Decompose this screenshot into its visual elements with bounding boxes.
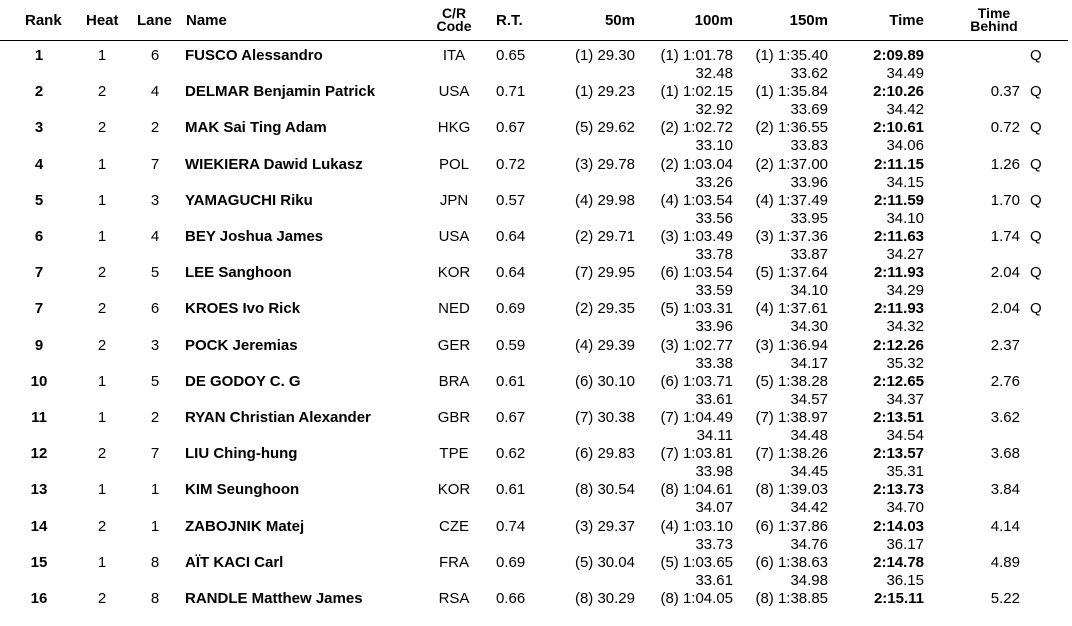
lap-150m: 33.69 — [790, 101, 828, 119]
lap-final: 35.31 — [886, 463, 924, 481]
reaction-time: 0.61 — [496, 481, 526, 499]
heat-cell: 2 — [97, 517, 107, 535]
lap-final: 35.32 — [886, 354, 924, 372]
split-100m: (2) 1:03.04 — [660, 155, 733, 173]
country-code: POL — [438, 155, 469, 173]
final-time: 2:11.59 — [873, 191, 924, 209]
time-behind: 5.22 — [990, 590, 1020, 607]
time-behind: 4.89 — [990, 553, 1020, 571]
lap-100m: 32.92 — [695, 101, 733, 119]
final-time: 2:10.61 — [873, 119, 924, 137]
time-behind: 0.37 — [990, 83, 1020, 101]
heat-cell: 2 — [97, 445, 107, 463]
swimmer-name: FUSCO Alessandro — [185, 47, 323, 64]
table-row — [0, 83, 1068, 119]
reaction-time: 0.61 — [496, 372, 526, 390]
heat-cell: 1 — [97, 481, 107, 499]
final-time: 2:11.15 — [873, 155, 924, 173]
split-50m: (5) 29.62 — [574, 119, 635, 137]
lane-cell: 2 — [150, 409, 160, 426]
reaction-time: 0.66 — [496, 590, 526, 607]
rank-cell: 4 — [34, 155, 44, 173]
final-time: 2:13.51 — [873, 409, 924, 426]
lap-final: 34.06 — [886, 137, 924, 155]
swimmer-name: BEY Joshua James — [185, 228, 324, 245]
split-50m: (5) 30.04 — [574, 553, 635, 571]
reaction-time: 0.64 — [496, 264, 526, 282]
final-time: 2:12.26 — [873, 336, 924, 354]
split-50m: (3) 29.37 — [574, 517, 635, 535]
lap-100m: 33.98 — [695, 463, 733, 481]
final-time: 2:15.11 — [873, 590, 924, 607]
lap-final: 34.54 — [886, 427, 924, 444]
rank-cell: 15 — [30, 553, 48, 571]
split-150m: (7) 1:38.97 — [755, 409, 828, 426]
split-150m: (2) 1:36.55 — [755, 119, 828, 137]
split-150m: (5) 1:37.64 — [755, 264, 828, 282]
lap-150m: 34.98 — [790, 571, 828, 589]
header-behind-top: Time — [977, 5, 1011, 21]
split-50m: (3) 29.78 — [574, 155, 635, 173]
time-behind: 1.70 — [990, 191, 1020, 209]
table-row — [0, 192, 1068, 228]
split-150m: (6) 1:37.86 — [755, 517, 828, 535]
heat-cell: 2 — [97, 300, 107, 318]
lap-100m: 33.26 — [695, 173, 733, 191]
qualifier-mark: Q — [1030, 155, 1042, 173]
lane-cell: 6 — [150, 300, 160, 318]
country-code: CZE — [439, 517, 469, 535]
country-code: USA — [438, 228, 470, 245]
reaction-time: 0.71 — [496, 83, 526, 101]
table-row — [0, 228, 1068, 264]
split-150m: (8) 1:38.85 — [755, 590, 828, 607]
reaction-time: 0.64 — [496, 228, 526, 245]
split-50m: (4) 29.98 — [574, 191, 635, 209]
reaction-time: 0.67 — [496, 119, 526, 137]
lane-cell: 5 — [150, 372, 160, 390]
final-time: 2:14.03 — [873, 517, 924, 535]
table-row — [0, 481, 1068, 517]
lap-150m: 34.17 — [790, 354, 828, 372]
header-lane: Lane — [137, 12, 173, 29]
time-behind: 3.62 — [990, 409, 1020, 426]
country-code: FRA — [439, 553, 469, 571]
table-row — [0, 337, 1068, 373]
swimmer-name: KIM Seunghoon — [185, 481, 300, 499]
lane-cell: 3 — [150, 191, 160, 209]
split-100m: (4) 1:03.10 — [660, 517, 733, 535]
heat-cell: 2 — [97, 590, 107, 607]
swimmer-name: AÏT KACI Carl — [185, 553, 284, 571]
reaction-time: 0.62 — [496, 445, 526, 463]
split-100m: (7) 1:03.81 — [660, 445, 733, 463]
country-code: JPN — [439, 191, 469, 209]
split-100m: (8) 1:04.05 — [660, 590, 733, 607]
lane-cell: 4 — [150, 228, 160, 245]
lap-150m: 34.76 — [790, 535, 828, 553]
header-rank: Rank — [25, 12, 62, 29]
split-50m: (6) 30.10 — [574, 372, 635, 390]
heat-cell: 1 — [97, 191, 107, 209]
final-time: 2:13.57 — [873, 445, 924, 463]
lane-cell: 2 — [150, 119, 160, 137]
final-time: 2:11.63 — [873, 228, 924, 245]
header-100m: 100m — [694, 12, 733, 29]
qualifier-mark: Q — [1030, 264, 1042, 282]
heat-cell: 1 — [97, 409, 107, 426]
time-behind: 2.04 — [990, 264, 1020, 282]
lap-100m: 33.61 — [695, 571, 733, 589]
final-time: 2:11.93 — [873, 300, 924, 318]
split-100m: (1) 1:02.15 — [660, 83, 733, 101]
lane-cell: 7 — [150, 445, 160, 463]
qualifier-mark: Q — [1030, 47, 1042, 64]
time-behind: 3.68 — [990, 445, 1020, 463]
split-50m: (1) 29.30 — [574, 47, 635, 64]
swimmer-name: RANDLE Matthew James — [185, 590, 363, 607]
swimmer-name: ZABOJNIK Matej — [185, 517, 305, 535]
lap-150m: 34.42 — [790, 499, 828, 517]
swimmer-name: MAK Sai Ting Adam — [185, 119, 327, 137]
rank-cell: 7 — [34, 264, 44, 282]
qualifier-mark: Q — [1030, 119, 1042, 137]
rank-cell: 14 — [30, 517, 48, 535]
split-100m: (3) 1:03.49 — [660, 228, 733, 245]
lap-100m: 33.73 — [695, 535, 733, 553]
split-100m: (6) 1:03.54 — [660, 264, 733, 282]
swimmer-name: KROES Ivo Rick — [185, 300, 301, 318]
split-100m: (6) 1:03.71 — [660, 372, 733, 390]
split-150m: (4) 1:37.49 — [755, 191, 828, 209]
qualifier-mark: Q — [1030, 83, 1042, 101]
rank-cell: 6 — [34, 228, 44, 245]
rank-cell: 12 — [30, 445, 48, 463]
qualifier-mark: Q — [1030, 300, 1042, 318]
rank-cell: 10 — [30, 372, 48, 390]
split-50m: (8) 30.29 — [574, 590, 635, 607]
reaction-time: 0.65 — [496, 47, 526, 64]
lap-100m: 33.38 — [695, 354, 733, 372]
time-behind: 4.14 — [990, 517, 1020, 535]
header-behind-bottom: Behind — [970, 18, 1018, 34]
header-time: Time — [889, 12, 924, 29]
split-150m: (6) 1:38.63 — [755, 553, 828, 571]
split-50m: (7) 29.95 — [574, 264, 635, 282]
reaction-time: 0.67 — [496, 409, 526, 426]
heat-cell: 1 — [97, 155, 107, 173]
header-rt: R.T. — [496, 12, 523, 29]
country-code: NED — [438, 300, 470, 318]
header-code-bottom: Code — [436, 18, 472, 34]
table-row — [0, 373, 1068, 409]
time-behind: 1.74 — [990, 228, 1020, 245]
reaction-time: 0.59 — [496, 336, 526, 354]
heat-cell: 2 — [97, 119, 107, 137]
lap-150m: 33.62 — [790, 65, 828, 82]
swimmer-name: WIEKIERA Dawid Lukasz — [185, 155, 363, 173]
lap-100m: 33.61 — [695, 390, 733, 408]
split-50m: (4) 29.39 — [574, 336, 635, 354]
split-150m: (4) 1:37.61 — [755, 300, 828, 318]
header-150m: 150m — [789, 12, 828, 29]
swimmer-name: DE GODOY C. G — [185, 372, 301, 390]
time-behind: 0.72 — [990, 119, 1020, 137]
lap-final: 34.27 — [886, 246, 924, 263]
split-100m: (1) 1:01.78 — [660, 47, 733, 64]
lane-cell: 8 — [150, 590, 160, 607]
country-code: HKG — [437, 119, 471, 137]
heat-cell: 2 — [97, 83, 107, 101]
split-150m: (8) 1:39.03 — [755, 481, 828, 499]
split-150m: (3) 1:37.36 — [755, 228, 828, 245]
lap-100m: 33.78 — [695, 246, 733, 263]
lap-100m: 33.56 — [695, 209, 733, 227]
heat-cell: 2 — [97, 336, 107, 354]
split-150m: (7) 1:38.26 — [755, 445, 828, 463]
split-100m: (7) 1:04.49 — [660, 409, 733, 426]
results-header — [0, 0, 1068, 41]
table-row — [0, 590, 1068, 626]
country-code: KOR — [437, 264, 471, 282]
qualifier-mark: Q — [1030, 191, 1042, 209]
table-row — [0, 409, 1068, 445]
reaction-time: 0.57 — [496, 191, 526, 209]
lane-cell: 6 — [150, 47, 160, 64]
reaction-time: 0.72 — [496, 155, 526, 173]
header-code — [426, 7, 482, 33]
split-100m: (3) 1:02.77 — [660, 336, 733, 354]
lap-final: 34.10 — [886, 209, 924, 227]
heat-cell: 1 — [97, 47, 107, 64]
header-heat: Heat — [86, 12, 119, 29]
heat-cell: 1 — [97, 372, 107, 390]
split-100m: (5) 1:03.31 — [660, 300, 733, 318]
rank-cell: 3 — [34, 119, 44, 137]
split-50m: (1) 29.23 — [574, 83, 635, 101]
swimmer-name: LEE Sanghoon — [185, 264, 292, 282]
lap-100m: 34.11 — [696, 427, 733, 444]
final-time: 2:09.89 — [873, 47, 924, 64]
final-time: 2:12.65 — [873, 372, 924, 390]
lap-150m: 34.48 — [790, 427, 828, 444]
lap-150m: 34.10 — [790, 282, 828, 300]
lap-150m: 33.96 — [790, 173, 828, 191]
lap-final: 34.15 — [886, 173, 924, 191]
time-behind: 2.37 — [990, 336, 1020, 354]
time-behind: 1.26 — [990, 155, 1020, 173]
rank-cell: 7 — [34, 300, 44, 318]
final-time: 2:13.73 — [873, 481, 924, 499]
lap-150m: 34.57 — [790, 390, 828, 408]
heat-cell: 2 — [97, 264, 107, 282]
time-behind: 2.04 — [990, 300, 1020, 318]
lap-100m: 33.10 — [695, 137, 733, 155]
rank-cell: 9 — [34, 336, 44, 354]
reaction-time: 0.69 — [496, 300, 526, 318]
heat-cell: 1 — [97, 553, 107, 571]
lap-100m: 32.48 — [695, 65, 733, 82]
table-row — [0, 300, 1068, 336]
lap-150m: 33.87 — [790, 246, 828, 263]
header-code-top: C/R — [441, 5, 467, 21]
split-100m: (5) 1:03.65 — [660, 553, 733, 571]
swimmer-name: LIU Ching-hung — [185, 445, 298, 463]
split-150m: (3) 1:36.94 — [755, 336, 828, 354]
rank-cell: 2 — [34, 83, 44, 101]
country-code: KOR — [437, 481, 471, 499]
rank-cell: 13 — [30, 481, 48, 499]
split-50m: (6) 29.83 — [574, 445, 635, 463]
split-50m: (2) 29.71 — [574, 228, 635, 245]
lane-cell: 4 — [150, 83, 160, 101]
lap-final: 34.42 — [886, 101, 924, 119]
time-behind: 2.76 — [990, 372, 1020, 390]
lane-cell: 5 — [150, 264, 160, 282]
time-behind: 3.84 — [990, 481, 1020, 499]
lap-100m: 33.59 — [695, 282, 733, 300]
header-50m: 50m — [604, 12, 635, 29]
lap-150m: 34.45 — [790, 463, 828, 481]
rank-cell: 1 — [34, 47, 44, 64]
lap-150m: 34.30 — [790, 318, 828, 336]
rank-cell: 16 — [30, 590, 48, 607]
table-row — [0, 264, 1068, 300]
lap-final: 34.37 — [886, 390, 924, 408]
country-code: ITA — [442, 47, 466, 64]
lap-150m: 33.83 — [790, 137, 828, 155]
split-150m: (1) 1:35.40 — [755, 47, 828, 64]
country-code: GER — [437, 336, 471, 354]
country-code: RSA — [438, 590, 470, 607]
reaction-time: 0.74 — [496, 517, 526, 535]
lap-final: 34.49 — [886, 65, 924, 82]
country-code: GBR — [437, 409, 471, 426]
split-150m: (2) 1:37.00 — [755, 155, 828, 173]
table-row — [0, 47, 1068, 83]
split-150m: (1) 1:35.84 — [755, 83, 828, 101]
split-150m: (5) 1:38.28 — [755, 372, 828, 390]
table-row — [0, 119, 1068, 155]
lap-100m: 34.07 — [695, 499, 733, 517]
lane-cell: 8 — [150, 553, 160, 571]
final-time: 2:10.26 — [873, 83, 924, 101]
heat-cell: 1 — [97, 228, 107, 245]
swimmer-name: POCK Jeremias — [185, 336, 298, 354]
table-row — [0, 156, 1068, 192]
split-50m: (8) 30.54 — [574, 481, 635, 499]
split-100m: (4) 1:03.54 — [660, 191, 733, 209]
lane-cell: 7 — [150, 155, 160, 173]
rank-cell: 11 — [31, 409, 47, 426]
lap-final: 36.15 — [886, 571, 924, 589]
split-50m: (7) 30.38 — [574, 409, 635, 426]
swimmer-name: YAMAGUCHI Riku — [185, 191, 313, 209]
lap-final: 34.29 — [886, 282, 924, 300]
final-time: 2:14.78 — [873, 553, 924, 571]
rank-cell: 5 — [34, 191, 44, 209]
country-code: BRA — [438, 372, 470, 390]
country-code: USA — [438, 83, 470, 101]
lap-final: 36.17 — [886, 535, 924, 553]
lane-cell: 3 — [150, 336, 160, 354]
table-row — [0, 518, 1068, 554]
split-100m: (2) 1:02.72 — [660, 119, 733, 137]
lap-100m: 33.96 — [695, 318, 733, 336]
lap-final: 34.32 — [886, 318, 924, 336]
reaction-time: 0.69 — [496, 553, 526, 571]
country-code: TPE — [439, 445, 469, 463]
table-row — [0, 554, 1068, 590]
header-name: Name — [186, 12, 227, 29]
header-time-behind — [960, 7, 1028, 33]
lap-final: 34.70 — [886, 499, 924, 517]
qualifier-mark: Q — [1030, 228, 1042, 245]
lane-cell: 1 — [150, 517, 160, 535]
split-50m: (2) 29.35 — [574, 300, 635, 318]
table-row — [0, 445, 1068, 481]
swimmer-name: DELMAR Benjamin Patrick — [185, 83, 376, 101]
split-100m: (8) 1:04.61 — [660, 481, 733, 499]
final-time: 2:11.93 — [873, 264, 924, 282]
swimmer-name: RYAN Christian Alexander — [185, 409, 371, 426]
lap-150m: 33.95 — [790, 209, 828, 227]
lane-cell: 1 — [150, 481, 160, 499]
